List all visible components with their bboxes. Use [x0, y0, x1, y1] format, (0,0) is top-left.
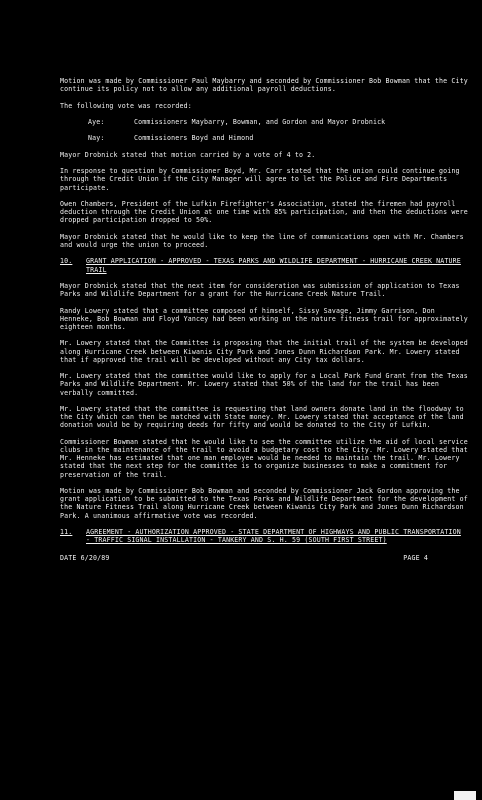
item-10-heading — [60, 257, 468, 273]
paragraph-motion-carried: Mayor Drobnick stated that motion carried by a vote of 4 to 2. — [60, 150, 316, 159]
item-11-heading — [60, 528, 468, 544]
footer-page-number: PAGE 4 — [403, 554, 428, 563]
vote-nay-label: Nay: — [88, 134, 105, 143]
vote-aye-label: Aye: — [88, 117, 105, 126]
paragraph-firefighters: Owen Chambers, President of the Lufkin Firefighter's Association, stated the firemen had payroll deduction through the Credit Union at one time with 85% participation, and then the deductions were dropped participation dropped to 50%. — [60, 199, 468, 225]
item-11-title: AGREEMENT - AUTHORIZATION APPROVED - STATE DEPARTMENT OF HIGHWAYS AND PUBLIC TRANSPORTATION - TRAFFIC SIGNAL INSTALLATION - TANKERY AND S. H. 59 (SOUTH FIRST STREET) — [86, 527, 461, 545]
scan-edge-mark — [454, 791, 476, 800]
vote-nay-row — [60, 134, 468, 142]
paragraph-maintenance: Commissioner Bowman stated that he would like to see the committee utilize the aid of local service clubs in the maintenance of the trail to avoid a budgetary cost to the City. Mr. Lowery stated that Mr. Henneke has estimated that one man employee would be needed to maintain the trail. Mr. Lowery stated that the next step for the committee is to organize businesses to make a commitment for preservation of the trail. — [60, 437, 468, 479]
vote-nay-names: Commissioners Boyd and Himond — [134, 134, 254, 143]
paragraph-initial-trail: Mr. Lowery stated that the Committee is proposing that the initial trail of the system be developed along Hurricane Creek between Kiwanis City Park and Jones Dunn Richardson Park. Mr. Lowery stated that if approved the trail will be developed without any City tax dollars. — [60, 339, 468, 364]
vote-aye-row — [60, 118, 468, 126]
paragraph-vote-intro: The following vote was recorded: — [60, 101, 192, 110]
paragraph-land-donation: Mr. Lowery stated that the committee is requesting that land owners donate land in the floodway to the City which can then be matched with State money. Mr. Lowery stated that acceptance of the land donation would be by requiring deeds for fifty and would be donated to the City of Lufkin. — [60, 404, 464, 430]
paragraph-committee: Randy Lowery stated that a committee composed of himself, Sissy Savage, Jimmy Garrison, Don Henneke, Bob Bowman and Floyd Yancey had been working on the nature fitness trail for approximately eighteen months. — [60, 306, 468, 331]
paragraph-motion-grant: Motion was made by Commissioner Bob Bowman and seconded by Commissioner Jack Gordon approving the grant application to be submitted to the Texas Parks and Wildlife Department for the development of the Nature Fitness Trail along Hurricane Creek between Kiwanis City Park and Jones Dunn Richardson Park. A unanimous affirmative vote was recorded. — [60, 486, 468, 520]
paragraph-communications: Mayor Drobnick stated that he would like to keep the line of communications open with Mr. Chambers and would urge the union to proceed. — [60, 232, 464, 249]
vote-record — [60, 118, 468, 143]
item-10-number: 10. — [60, 257, 73, 266]
paragraph-grant-intro: Mayor Drobnick stated that the next item for consideration was submission of application to Texas Parks and Wildlife Department for a grant for the Hurricane Creek Nature Trail. — [60, 281, 460, 299]
paragraph-local-park-fund: Mr. Lowery stated that the committee would like to apply for a Local Park Fund Grant from the Texas Parks and Wildlife Department. Mr. Lowery stated that 50% of the land for the trail has been verbally committed. — [60, 372, 468, 397]
item-11-number: 11. — [60, 527, 73, 536]
vote-aye-names: Commissioners Maybarry, Bowman, and Gordon and Mayor Drobnick — [134, 117, 386, 126]
paragraph-motion-payroll: Motion was made by Commissioner Paul Maybarry and seconded by Commissioner Bob Bowman that the City continue its policy not to allow any additional payroll deductions. — [60, 77, 468, 94]
paragraph-credit-union: In response to question by Commissioner Boyd, Mr. Carr stated that the union could continue going through the Credit Union if the City Manager will agree to let the Police and Fire Departments participate. — [60, 167, 460, 192]
item-10-title: GRANT APPLICATION - APPROVED - TEXAS PARKS AND WILDLIFE DEPARTMENT - HURRICANE CREEK NATURE TRAIL — [86, 257, 461, 274]
page-footer — [60, 554, 428, 562]
footer-date: DATE 6/20/89 — [60, 554, 110, 563]
minutes-content — [60, 77, 468, 563]
